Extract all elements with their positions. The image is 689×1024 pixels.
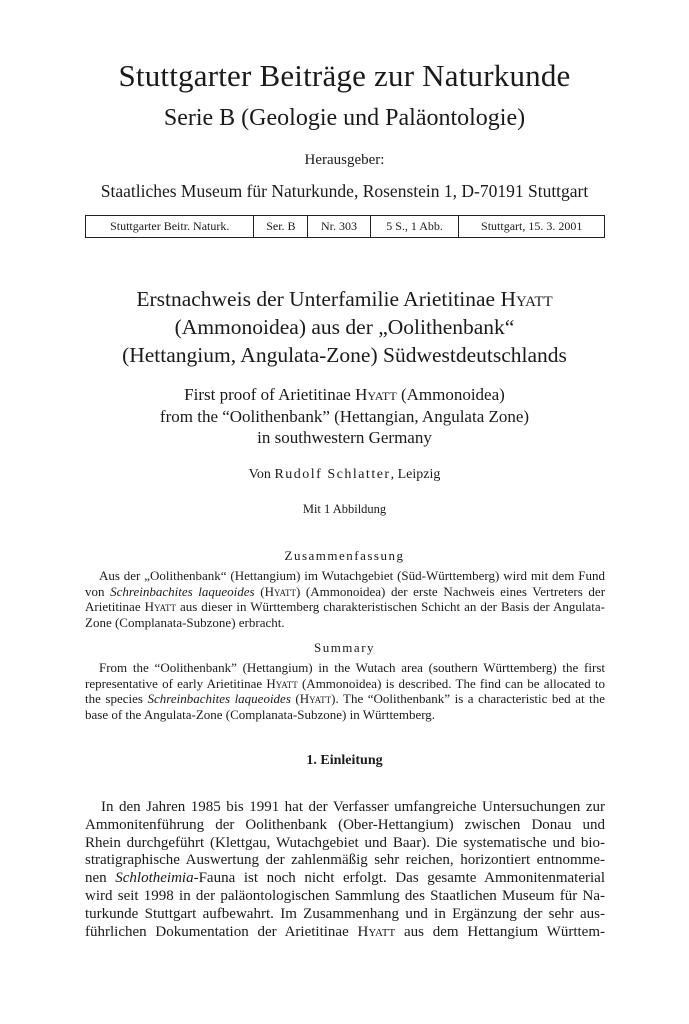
zusammenfassung-text: Aus der „Oolithenbank“ (Hettangium) im Wutachgebiet (Süd-Württemberg) wird mit dem Fund von Schreinbachites laqueoides (Hyatt) (Ammonoidea) der erste Nachweis eines Vertreters der Arietitinae Hyatt aus dieser in Württemberg charakteristischen Schicht an der Basis der Angulata-Zone (Complanata-Subzone) erbracht. [85, 568, 606, 630]
figures-note: Mit 1 Abbildung [302, 502, 387, 516]
citation-number: Nr. 303 [308, 216, 370, 238]
intro-line: turkunde Stuttgart aufbewahrt. Im Zusammenhang und in Ergänzung der sehr aus- [85, 905, 605, 922]
byline: Von Rudolf Schlatter, Leipzig [248, 467, 441, 482]
series-title: Serie B (Geologie und Paläontologie) [163, 105, 526, 131]
author-hyatt: Hyatt [500, 287, 553, 311]
title-de-line-3: (Hettangium, Angulata-Zone) Südwestdeutschlands [122, 343, 567, 367]
citation-series: Ser. B [254, 216, 308, 238]
article-title-german [0, 285, 689, 369]
summary-heading: Summary [313, 640, 376, 655]
intro-line: In den Jahren 1985 bis 1991 hat der Verfasser umfangreiche Untersuchungen zur [101, 799, 605, 815]
citation-journal: Stuttgarter Beitr. Naturk. [86, 216, 254, 238]
citation-table [85, 215, 605, 238]
journal-title: Stuttgarter Beiträge zur Naturkunde [118, 58, 571, 93]
title-de-line-2: (Ammonoidea) aus der „Oolithenbank“ [174, 315, 515, 339]
intro-line: stratigraphische Auswertung der zahlenmäßig sehr reichen, horizontiert entnomme- [85, 852, 605, 869]
intro-line: wird seit 1998 in der paläontologischen Sammlung des Staatlichen Museum für Na- [85, 887, 605, 904]
title-en-line-1: First proof of Arietitinae Hyatt (Ammonoidea) [184, 385, 505, 404]
title-en-line-2: from the “Oolithenbank” (Hettangian, Angulata Zone) [159, 406, 530, 426]
species-name: Schreinbachites laqueoides [147, 691, 291, 707]
editor-label: Herausgeber: [304, 152, 385, 168]
intro-line: Ammonitenführung der Oolithenbank (Ober-Hettangium) zwischen Donau und [85, 816, 605, 833]
article-title-english [0, 384, 689, 449]
editor-address: Staatliches Museum für Naturkunde, Rosenstein 1, D-70191 Stuttgart [100, 181, 589, 201]
section-heading-einleitung: 1. Einleitung [306, 753, 383, 768]
citation-pages: 5 S., 1 Abb. [370, 216, 459, 238]
intro-line: Rhein durchgeführt (Klettgau, Wutachgebiet und Baar). Die systematische und bio- [85, 834, 605, 851]
title-de-line-1: Erstnachweis der Unterfamilie Arietitinae Hyatt [136, 287, 553, 311]
genus-name: Schlotheimia [115, 870, 194, 887]
species-name: Schreinbachites laqueoides [110, 583, 255, 599]
citation-date: Stuttgart, 15. 3. 2001 [459, 216, 605, 238]
introduction-text [85, 799, 605, 941]
title-en-line-3: in southwestern Germany [257, 428, 432, 447]
author-name: Rudolf Schlatter [274, 467, 391, 482]
summary-text: From the “Oolithenbank” (Hettangium) in the Wutach area (southern Württemberg) the first representative of early Arietitinae Hyatt (Ammonoidea) is described. The find can be allocated to the species Schreinbachites laqueoides (Hyatt). The “Oolithenbank” is a characteristic bed at the base of the Angulata-Zone (Complanata-Subzone) in Württemberg. [85, 660, 605, 722]
intro-line: führlichen Dokumentation der Arietitinae Hyatt aus dem Hettangium Württem- [85, 923, 605, 940]
zusammenfassung-heading: Zusammenfassung [284, 548, 405, 563]
intro-line: nen Schlotheimia-Fauna ist noch nicht erfolgt. Das gesamte Ammonitenmaterial [85, 870, 605, 887]
author-hyatt: Hyatt [355, 385, 397, 404]
